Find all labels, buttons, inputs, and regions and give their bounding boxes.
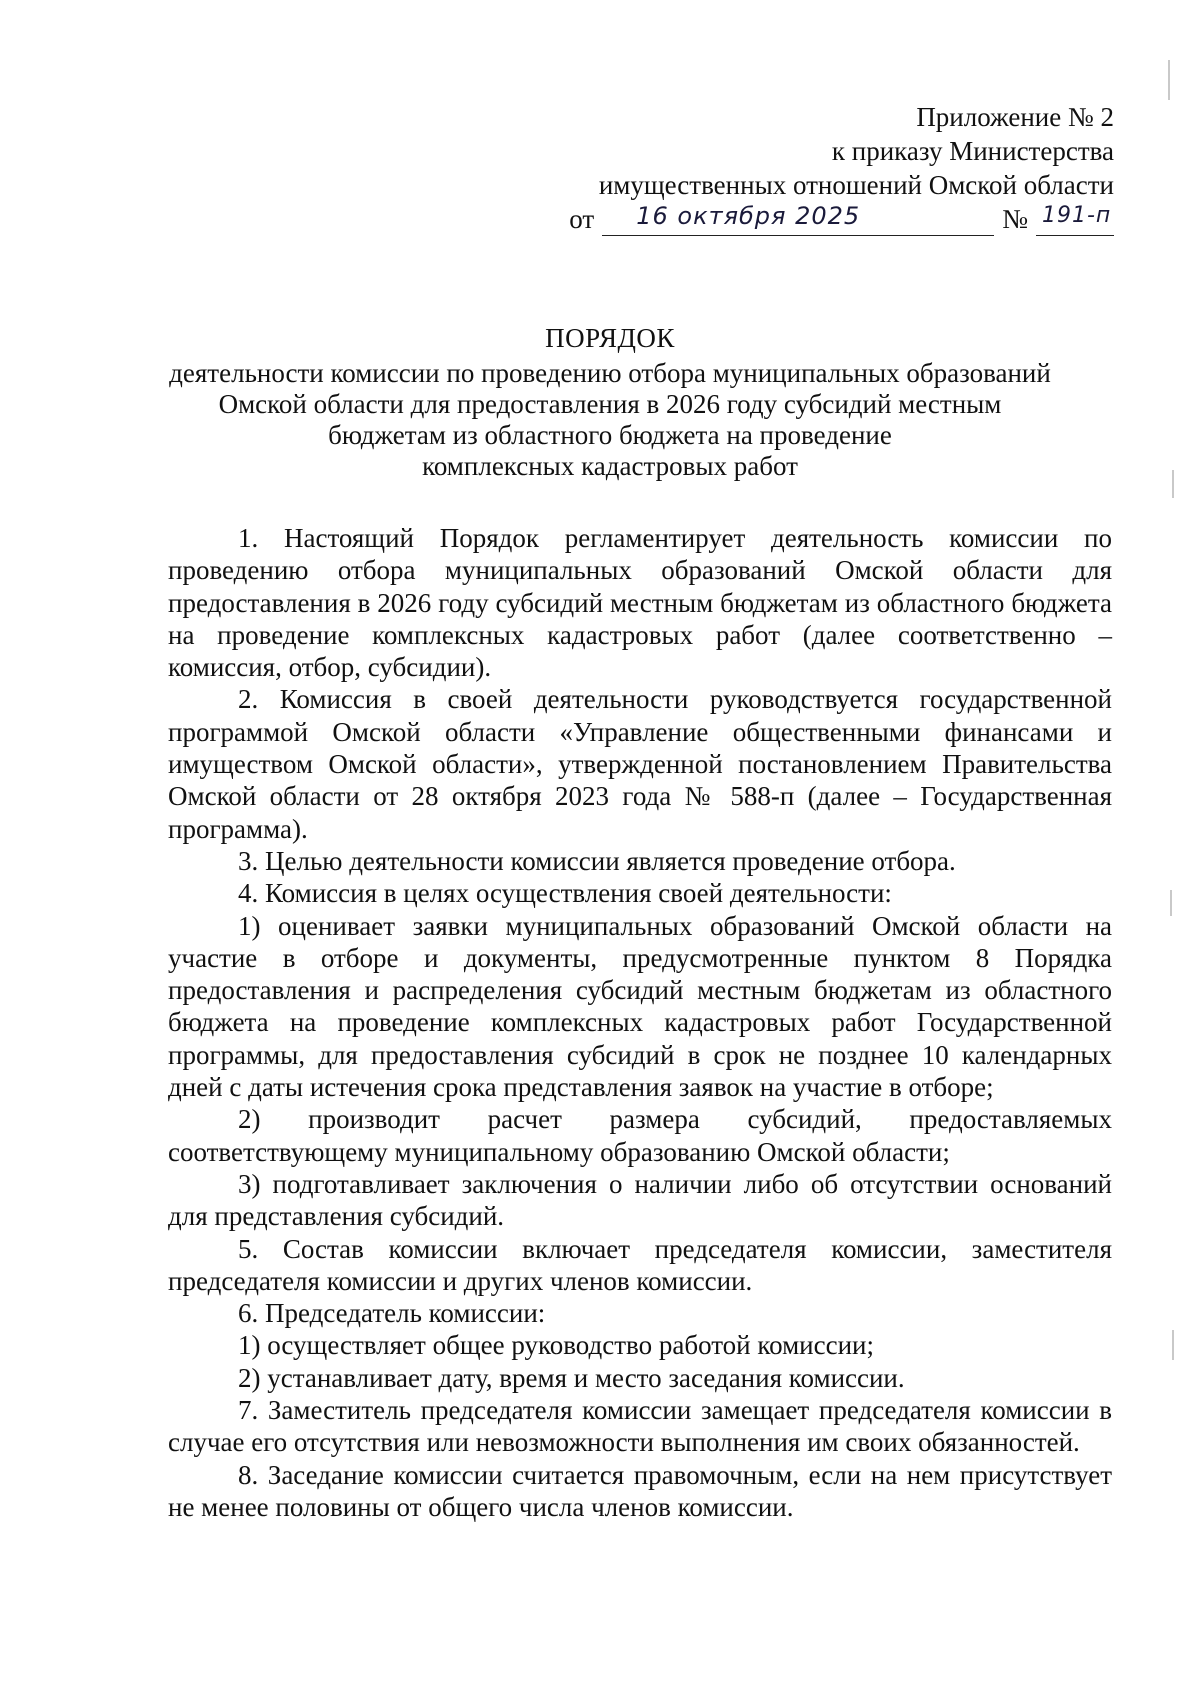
paragraph-2: 2. Комиссия в своей деятельности руководствуется государственной программой Омской области «Управление общественными финансами и имуществом Омской области», утвержденной постановлением Правительства Омской области от 28 октября 2023 года № 588-п (далее – Государственная программа).	[168, 684, 1112, 844]
appendix-number: Приложение № 2	[916, 102, 1114, 132]
order-number-field	[1036, 202, 1114, 236]
paragraph-3: 3. Целью деятельности комиссии является проведение отбора.	[238, 845, 956, 876]
paragraph-4-item-2: 2) производит расчет размера субсидий, предоставляемых соответствующему муниципальному образованию Омской области;	[168, 1104, 1112, 1167]
scan-edge-mark	[1172, 470, 1174, 498]
paragraph-5: 5. Состав комиссии включает председателя комиссии, заместителя председателя комиссии и других членов комиссии.	[168, 1233, 1112, 1296]
paragraph-7: 7. Заместитель председателя комиссии замещает председателя комиссии в случае его отсутствия или невозможности выполнения им своих обязанностей.	[168, 1395, 1112, 1458]
title-line: комплексных кадастровых работ	[422, 451, 798, 481]
title-line: деятельности комиссии по проведению отбора муниципальных образований	[169, 358, 1051, 388]
scan-edge-mark	[1172, 1330, 1174, 1360]
paragraph-6-item-1: 1) осуществляет общее руководство работой комиссии;	[238, 1330, 874, 1361]
appendix-ministry: имущественных отношений Омской области	[598, 170, 1114, 200]
paragraph-4-item-3: 3) подготавливает заключения о наличии либо об отсутствии оснований для представления субсидий.	[168, 1168, 1112, 1232]
paragraph-1: 1. Настоящий Порядок регламентирует деятельность комиссии по проведению отбора муниципальных образований Омской области для предоставления в 2026 году субсидий местным бюджетам из областного бюджета на проведение комплексных кадастровых работ (далее соответственно – комиссия, отбор, субсидии).	[168, 523, 1112, 683]
order-date-handwritten: 16 октября 2025	[636, 202, 861, 230]
appendix-header	[569, 100, 1114, 236]
paragraph-8: 8. Заседание комиссии считается правомочным, если на нем присутствует не менее половины от общего числа членов комиссии.	[168, 1459, 1112, 1522]
title-line: Омской области для предоставления в 2026 году субсидий местным	[218, 389, 1002, 419]
title-main: ПОРЯДОК	[545, 323, 675, 353]
paragraph-4: 4. Комиссия в целях осуществления своей деятельности:	[238, 878, 892, 909]
order-number-handwritten: 191-п	[1042, 203, 1112, 228]
paragraph-6: 6. Председатель комиссии:	[238, 1298, 546, 1329]
scan-edge-mark	[1170, 890, 1172, 916]
scan-edge-mark	[1168, 60, 1170, 100]
order-date-label: от	[569, 204, 595, 234]
order-number-label: №	[1002, 204, 1028, 234]
paragraph-6-item-2: 2) устанавливает дату, время и место заседания комиссии.	[238, 1362, 905, 1393]
document-body	[168, 522, 1112, 1523]
appendix-order-ref: к приказу Министерства	[831, 136, 1114, 166]
order-date-field	[602, 202, 994, 236]
document-title	[140, 323, 1080, 482]
paragraph-4-item-1: 1) оценивает заявки муниципальных образований Омской области на участие в отборе и документы, предусмотренные пунктом 8 Порядка предоставления и распределения субсидий местным бюджетам из областного бюджета на проведение комплексных кадастровых работ Государственной программы, для предоставления субсидий в срок не позднее 10 календарных дней с даты истечения срока представления заявок на участие в отборе;	[168, 910, 1112, 1103]
order-date-number-line	[569, 202, 1114, 236]
title-line: бюджетам из областного бюджета на проведение	[328, 420, 892, 450]
